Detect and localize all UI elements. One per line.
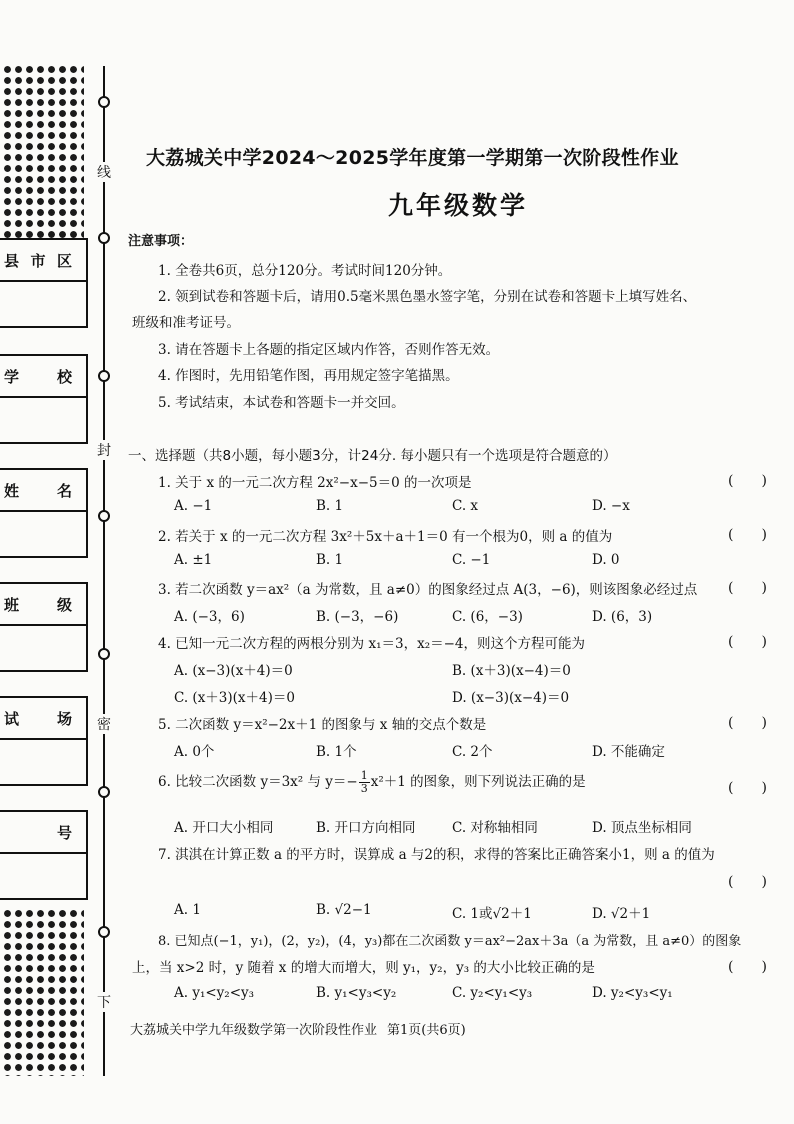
q2-option-a[interactable]: A. ±1 xyxy=(174,552,213,568)
q5-option-a[interactable]: A. 0个 xyxy=(174,744,215,760)
answer-paren[interactable]: ( ) xyxy=(728,634,767,650)
note-item: 5. 考试结束，本试卷和答题卡一并交回。 xyxy=(158,395,405,411)
q7-option-d[interactable]: D. √2＋1 xyxy=(592,906,651,922)
info-box-class xyxy=(0,582,88,672)
q5-option-b[interactable]: B. 1个 xyxy=(316,744,357,760)
question-4: 4. 已知一元二次方程的两根分别为 x₁＝3，x₂＝−4，则这个方程可能为 xyxy=(158,636,586,652)
q2-option-c[interactable]: C. −1 xyxy=(452,552,491,568)
box-label-char: 姓 xyxy=(4,481,20,500)
decorative-dot-pattern-bottom xyxy=(0,906,84,1076)
q6-text-pre: 6. 比较二次函数 y＝3x² 与 y＝− xyxy=(158,774,358,790)
box-label-char: 名 xyxy=(56,481,72,500)
q6-option-c[interactable]: C. 对称轴相同 xyxy=(452,820,538,836)
q3-option-c[interactable]: C. (6，−3) xyxy=(452,609,523,625)
binding-circle xyxy=(98,96,110,108)
question-2: 2. 若关于 x 的一元二次方程 3x²＋5x＋a＋1＝0 有一个根为0，则 a 的值为 xyxy=(158,529,613,545)
q2-option-b[interactable]: B. 1 xyxy=(316,552,344,568)
q3-option-b[interactable]: B. (−3，−6) xyxy=(316,609,399,625)
box-label-char: 校 xyxy=(56,367,72,386)
binding-char-feng: 封 xyxy=(96,440,112,460)
footer-title: 大荔城关中学九年级数学第一次阶段性作业 xyxy=(130,1023,378,1038)
box-label-char: 试 xyxy=(4,709,20,728)
binding-circle xyxy=(98,370,110,382)
q5-option-c[interactable]: C. 2个 xyxy=(452,744,493,760)
binding-circle xyxy=(98,786,110,798)
box-label-char: 级 xyxy=(56,595,72,614)
question-8-line-2: 上，当 x>2 时，y 随着 x 的增大而增大，则 y₁，y₂，y₃ 的大小比较正确的是 xyxy=(132,960,595,976)
answer-paren[interactable]: ( ) xyxy=(728,874,767,890)
note-item: 3. 请在答题卡上各题的指定区域内作答，否则作答无效。 xyxy=(158,342,500,358)
note-item: 班级和准考证号。 xyxy=(132,315,240,331)
box-label-char: 学 xyxy=(4,367,20,386)
q8-option-c[interactable]: C. y₂<y₁<y₃ xyxy=(452,985,533,1001)
q5-option-d[interactable]: D. 不能确定 xyxy=(592,744,665,760)
answer-paren[interactable]: ( ) xyxy=(728,715,767,731)
school-field[interactable] xyxy=(0,398,86,442)
q7-option-a[interactable]: A. 1 xyxy=(174,902,201,918)
q6-text-post: x²＋1 的图象，则下列说法正确的是 xyxy=(370,774,586,790)
q1-option-a[interactable]: A. −1 xyxy=(174,498,213,514)
fraction-denominator: 3 xyxy=(360,782,368,795)
q1-option-b[interactable]: B. 1 xyxy=(316,498,344,514)
q3-option-d[interactable]: D. (6，3) xyxy=(592,609,653,625)
answer-paren[interactable]: ( ) xyxy=(728,527,767,543)
q6-option-d[interactable]: D. 顶点坐标相同 xyxy=(592,820,692,836)
question-1: 1. 关于 x 的一元二次方程 2x²−x−5＝0 的一次项是 xyxy=(158,475,472,491)
q2-option-d[interactable]: D. 0 xyxy=(592,552,620,568)
exam-subject: 九年级数学 xyxy=(387,191,528,220)
notes-heading: 注意事项： xyxy=(128,234,194,249)
question-3: 3. 若二次函数 y＝ax²（a 为常数，且 a≠0）的图象经过点 A(3，−6)，则该图象必经过点 xyxy=(158,582,698,598)
binding-line xyxy=(103,66,105,1076)
q1-option-c[interactable]: C. x xyxy=(452,498,479,514)
q4-option-d[interactable]: D. (x−3)(x−4)＝0 xyxy=(452,690,570,706)
box-label-char: 号 xyxy=(56,823,72,842)
q8-option-b[interactable]: B. y₁<y₃<y₂ xyxy=(316,985,397,1001)
note-item: 4. 作图时，先用铅笔作图，再用规定签字笔描黑。 xyxy=(158,368,459,384)
number-field[interactable] xyxy=(0,854,86,898)
box-label-char: 市 xyxy=(30,251,46,270)
binding-circle xyxy=(98,510,110,522)
q4-option-a[interactable]: A. (x−3)(x＋4)＝0 xyxy=(174,663,293,679)
exam-title: 大荔城关中学2024～2025学年度第一学期第一次阶段性作业 xyxy=(146,147,679,169)
q1-option-d[interactable]: D. −x xyxy=(592,498,630,514)
question-5: 5. 二次函数 y＝x²−2x＋1 的图象与 x 轴的交点个数是 xyxy=(158,717,487,733)
q7-option-c[interactable]: C. 1或√2＋1 xyxy=(452,906,532,922)
info-box-school xyxy=(0,354,88,444)
info-box-number xyxy=(0,810,88,900)
q8-option-a[interactable]: A. y₁<y₂<y₃ xyxy=(174,985,255,1001)
question-7: 7. 淇淇在计算正数 a 的平方时，误算成 a 与2的积，求得的答案比正确答案小1，则 a 的值为 xyxy=(158,847,715,863)
note-item: 2. 领到试卷和答题卡后，请用0.5毫米黑色墨水签字笔，分别在试卷和答题卡上填写姓名、 xyxy=(158,289,697,305)
q4-option-c[interactable]: C. (x＋3)(x＋4)＝0 xyxy=(174,690,295,706)
question-8-line-1: 8. 已知点(−1，y₁)，(2，y₂)，(4，y₃)都在二次函数 y＝ax²−2ax＋3a（a 为常数，且 a≠0）的图象 xyxy=(158,934,742,949)
section-heading: 一、选择题（共8小题，每小题3分，计24分. 每小题只有一个选项是符合题意的） xyxy=(128,448,617,464)
class-field[interactable] xyxy=(0,626,86,670)
q4-option-b[interactable]: B. (x＋3)(x−4)＝0 xyxy=(452,663,571,679)
info-box-exam-room xyxy=(0,696,88,786)
info-box-name xyxy=(0,468,88,558)
q3-option-a[interactable]: A. (−3，6) xyxy=(174,609,245,625)
binding-char-xia: 下 xyxy=(96,992,112,1012)
exam-room-field[interactable] xyxy=(0,740,86,784)
box-label-char: 县 xyxy=(4,251,20,270)
name-field[interactable] xyxy=(0,512,86,556)
note-item: 1. 全卷共6页，总分120分。考试时间120分钟。 xyxy=(158,263,452,279)
binding-char-xian: 线 xyxy=(96,162,112,182)
binding-char-mi: 密 xyxy=(96,714,112,734)
box-label-char: 场 xyxy=(56,709,72,728)
question-6 xyxy=(158,770,586,795)
answer-paren[interactable]: ( ) xyxy=(728,473,767,489)
q8-option-d[interactable]: D. y₂<y₃<y₁ xyxy=(592,985,673,1001)
info-box-county xyxy=(0,238,88,328)
q6-option-b[interactable]: B. 开口方向相同 xyxy=(316,820,416,836)
answer-paren[interactable]: ( ) xyxy=(728,580,767,596)
q7-option-b[interactable]: B. √2−1 xyxy=(316,902,372,918)
answer-paren[interactable]: ( ) xyxy=(728,780,767,796)
q6-option-a[interactable]: A. 开口大小相同 xyxy=(174,820,274,836)
decorative-dot-pattern-top xyxy=(0,62,84,244)
binding-circle xyxy=(98,232,110,244)
binding-circle xyxy=(98,926,110,938)
box-label-char: 班 xyxy=(4,595,20,614)
fraction-numerator: 1 xyxy=(360,769,368,782)
answer-paren[interactable]: ( ) xyxy=(728,959,767,975)
county-field[interactable] xyxy=(0,282,86,326)
fraction-one-third xyxy=(359,770,370,795)
page-footer xyxy=(130,1019,690,1038)
footer-page-number: 第1页(共6页) xyxy=(387,1023,466,1038)
box-label-char: 区 xyxy=(56,251,72,270)
binding-circle xyxy=(98,648,110,660)
